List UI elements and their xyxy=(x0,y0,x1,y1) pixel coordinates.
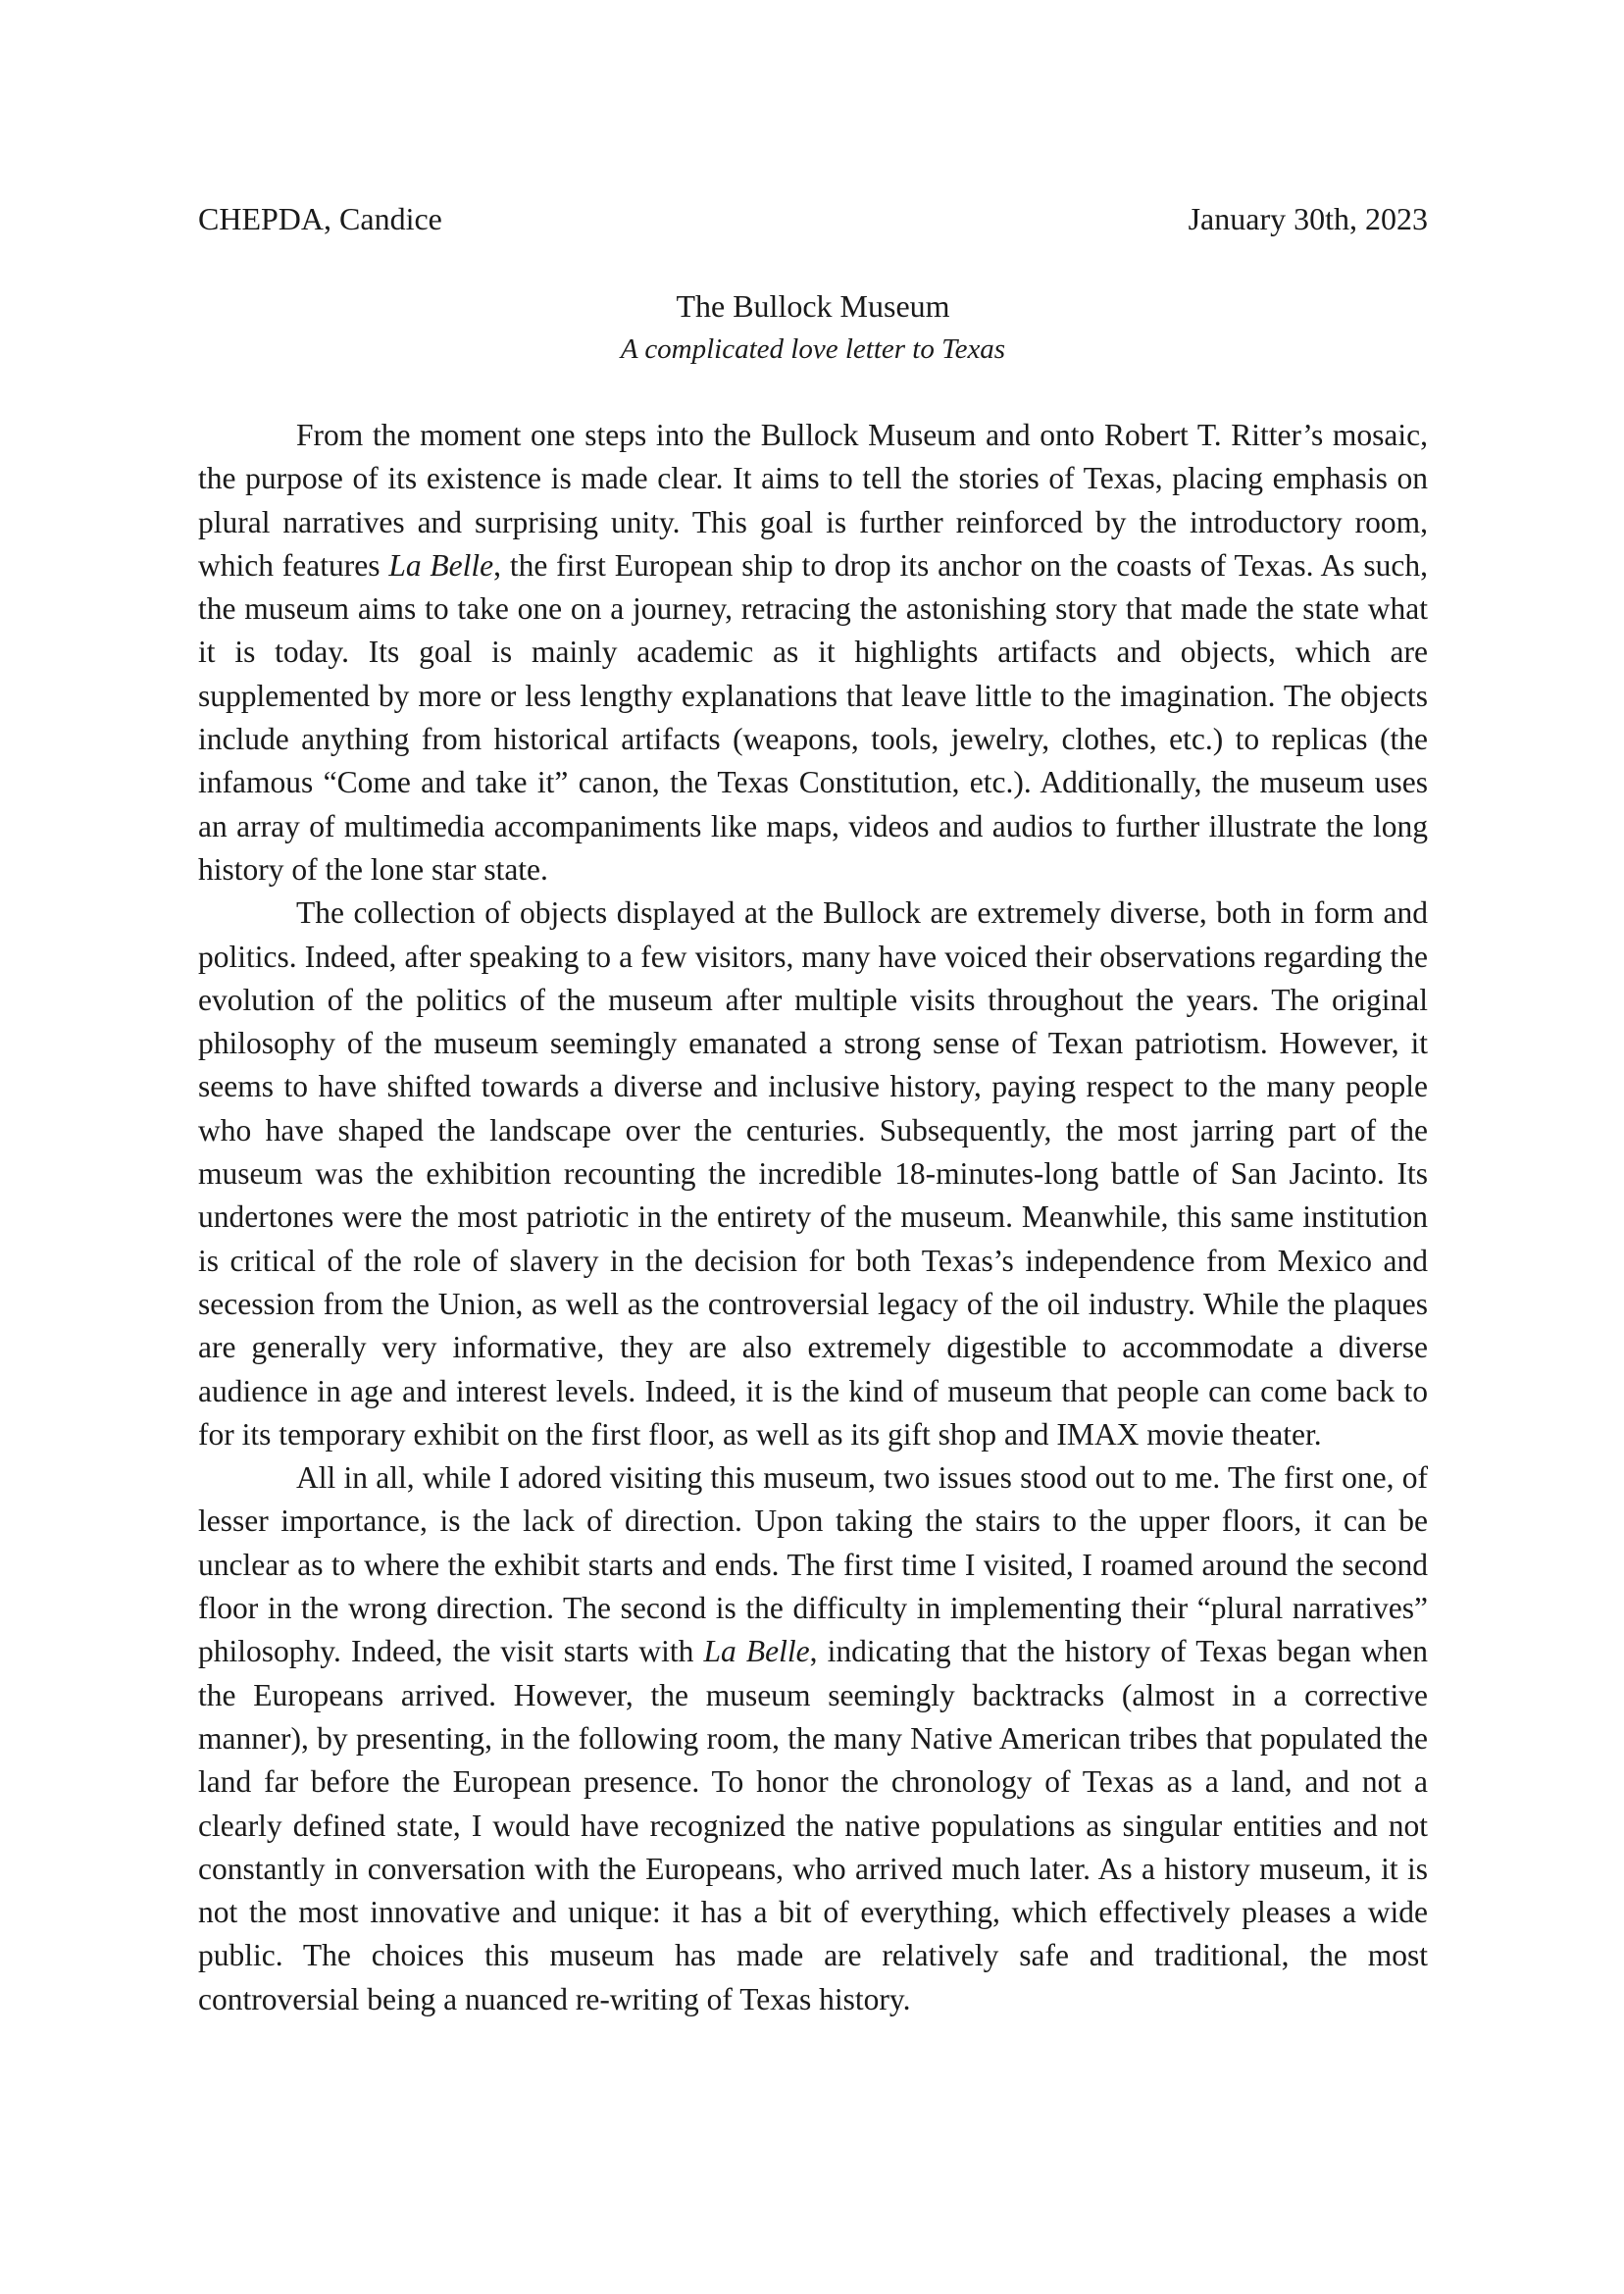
paragraph-2: The collection of objects displayed at the Bullock are extremely diverse, both in form and politics. Indeed, after speaking to a few visitors, many have voiced their observations regarding the evolution of the politics of the museum after multiple visits throughout the years. The original philosophy of the museum seemingly emanated a strong sense of Texan patriotism. However, it seems to have shifted towards a diverse and inclusive history, paying respect to the many people who have shaped the landscape over the centuries. Subsequently, the most jarring part of the museum was the exhibition recounting the incredible 18-minutes-long battle of San Jacinto. Its undertones were the most patriotic in the entirety of the museum. Meanwhile, this same institution is critical of the role of slavery in the decision for both Texas’s independence from Mexico and secession from the Union, as well as the controversial legacy of the oil industry. While the plaques are generally very informative, they are also extremely digestible to accommodate a diverse audience in age and interest levels. Indeed, it is the kind of museum that people can come back to for its temporary exhibit on the first floor, as well as its gift shop and IMAX movie theater. xyxy=(198,895,1428,1452)
document-subtitle: A complicated love letter to Texas xyxy=(620,333,1006,365)
paragraph-3-text-b: , indicating that the history of Texas began when the Europeans arrived. However, the museum seemingly backtracks (almost in a corrective manner), by presenting, in the following room, the many Native American tribes that populated the land far before the European presence. To honor the chronology of Texas as a land, and not a clearly defined state, I would have recognized the native populations as singular entities and not constantly in conversation with the Europeans, who arrived much later. As a history museum, it is not the most innovative and unique: it has a bit of everything, which effectively pleases a wide public. The choices this museum has made are relatively safe and traditional, the most controversial being a nuanced re-writing of Texas history. xyxy=(198,1634,1428,2016)
document-header xyxy=(198,197,1428,240)
paragraph-1-text-a: From the moment one steps into the Bullock Museum and onto Robert T. Ritter’s mosaic, the purpose of its existence is made clear. It aims to tell the stories of Texas, placing emphasis on plural narratives and surprising unity. This goal is further reinforced by the introductory room, which features xyxy=(198,418,1428,583)
document-page xyxy=(198,0,1428,2294)
title-block xyxy=(198,284,1428,370)
paragraph-3 xyxy=(198,1456,1428,2021)
author-name: CHEPDA, Candice xyxy=(198,201,442,236)
paragraph-1-text-b: , the first European ship to drop its anchor on the coasts of Texas. As such, the museum aims to take one on a journey, retracing the astonishing story that made the state what it is today. Its goal is mainly academic as it highlights artifacts and objects, which are supplemented by more or less lengthy explanations that leave little to the imagination. The objects include anything from historical artifacts (weapons, tools, jewelry, clothes, etc.) to replicas (the infamous “Come and take it” canon, the Texas Constitution, etc.). Additionally, the museum uses an array of multimedia accompaniments like maps, videos and audios to further illustrate the long history of the lone star state. xyxy=(198,547,1428,887)
paragraph-3-text-a: All in all, while I adored visiting this museum, two issues stood out to me. The first one, of lesser importance, is the lack of direction. Upon taking the stairs to the upper floors, it can be unclear as to where the exhibit starts and ends. The first time I visited, I roamed around the second floor in the wrong direction. The second is the difficulty in implementing their “plural narratives” philosophy. Indeed, the visit starts with xyxy=(198,1460,1428,1669)
document-title: The Bullock Museum xyxy=(676,288,950,324)
essay-body xyxy=(198,414,1428,2021)
document-date: January 30th, 2023 xyxy=(1188,201,1428,236)
paragraph-1-ship-name: La Belle xyxy=(388,547,494,583)
paragraph-1 xyxy=(198,414,1428,892)
paragraph-3-ship-name: La Belle xyxy=(703,1634,810,1669)
